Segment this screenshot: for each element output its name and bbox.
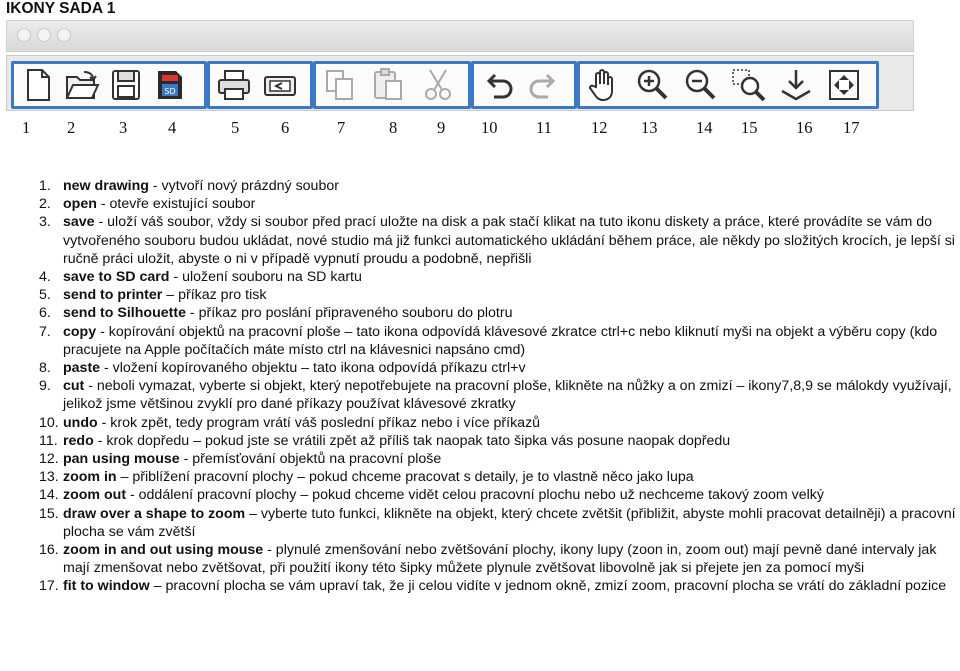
icon-number: 7 xyxy=(337,118,346,137)
page-title: IKONY SADA 1 xyxy=(6,0,116,17)
item-term: fit to window xyxy=(63,578,150,595)
list-item: 8. paste - vložení kopírovaného objektu – tato ikona odpovídá příkazu ctrl+v xyxy=(39,360,526,377)
item-text: - krok zpět, tedy program vrátí váš poslední příkaz nebo i více příkazů xyxy=(97,414,541,431)
window-minimize-dot[interactable] xyxy=(37,28,51,42)
list-item: 16. zoom in and out using mouse - plynulé zmenšování nebo zvětšování plochy, ikony lupy (zoon in, zoom out) mají pevně dané intervaly jak mají zmenšovat nebo zvětšovat, při použití ikony této šipky můžete plynule zvětšovat libovolně jak si přejete jen za pomocí myši xyxy=(39,542,937,577)
icon-number: 16 xyxy=(796,118,813,137)
item-text: - plynulé zmenšování nebo zvětšování plochy, ikony lupy (zoon in, zoom out) mají pevně dané intervaly jak mají zmenšovat nebo zvětšovat, při použití ikony této šipky můžete plynule zvětšovat libovolně jak si přejete jen za pomocí myši xyxy=(63,542,937,577)
zoom-in-out-icon[interactable] xyxy=(778,67,814,103)
copy-icon[interactable] xyxy=(322,67,358,103)
window-close-dot[interactable] xyxy=(17,28,31,42)
item-text: - neboli vymazat, vyberte si objekt, který nepotřebujete na pracovní ploše, klikněte na nůžky a on zmizí – ikony7,8,9 se málokdy využívají, jelikož jsme většinou zvyklí pro dané příkazy používat klávesové zkratky xyxy=(63,378,952,413)
item-text: - příkaz pro poslání připraveného souboru do plotru xyxy=(185,305,513,322)
list-item: 4. save to SD card - uložení souboru na SD kartu xyxy=(39,269,362,286)
list-item: 13. zoom in – přiblížení pracovní plochy – pokud chceme pracovat s detaily, je to vlastně něco jako lupa xyxy=(39,469,694,486)
list-item: 17. fit to window – pracovní plocha se vám upraví tak, že ji celou vidíte v jednom okně, zmizí zoom, pracovní plocha se vrátí do základní pozice xyxy=(39,578,947,595)
send-to-silhouette-icon[interactable] xyxy=(262,67,298,103)
icon-number: 10 xyxy=(481,118,498,137)
item-term: zoom out xyxy=(63,487,127,504)
item-text: – vyberte tuto funkci, klikněte na objekt, který chcete zvětšit (přibližit, abyste mohli pracovat detailněji) a pracovní plocha se vám zvětší xyxy=(63,505,956,540)
item-text: - přemísťování objektů na pracovní ploše xyxy=(179,451,442,468)
icon-number: 8 xyxy=(389,118,398,137)
item-text: - vložení kopírovaného objektu – tato ikona odpovídá příkazu ctrl+v xyxy=(100,360,526,377)
list-item: 6. send to Silhouette - příkaz pro poslání připraveného souboru do plotru xyxy=(39,305,513,322)
cut-icon[interactable] xyxy=(420,67,456,103)
list-item: 1. new drawing - vytvoří nový prázdný soubor xyxy=(39,178,339,194)
icon-number: 3 xyxy=(119,118,128,137)
item-term: zoom in and out using mouse xyxy=(63,542,264,559)
zoom-out-icon[interactable] xyxy=(682,67,718,103)
item-term: cut xyxy=(63,378,85,395)
paste-icon[interactable] xyxy=(370,67,406,103)
icon-number: 9 xyxy=(437,118,446,137)
window-titlebar xyxy=(6,20,914,52)
item-term: undo xyxy=(63,414,98,431)
icon-number: 2 xyxy=(67,118,76,137)
icon-number: 14 xyxy=(696,118,713,137)
icon-number: 13 xyxy=(641,118,658,137)
toolbar-group-history xyxy=(471,61,577,109)
pan-icon[interactable] xyxy=(586,67,622,103)
list-item: 11. redo - krok dopředu – pokud jste se vrátili zpět až příliš tak naopak tato šipka vás posune naopak dopředu xyxy=(39,432,731,449)
toolbar-group-output xyxy=(207,61,313,109)
redo-icon[interactable] xyxy=(526,67,562,103)
item-text: - krok dopředu – pokud jste se vrátili zpět až příliš tak naopak tato šipka vás posune naopak dopředu xyxy=(93,432,731,449)
icon-number: 15 xyxy=(741,118,758,137)
toolbar-group-clipboard xyxy=(313,61,471,109)
item-text: - uloží váš soubor, vždy si soubor před prací uložte na disk a pak stačí klikat na tuto ikonu diskety a práce, které provádíte se vám do vytvořeného souboru budou ukládat, nové studio má již funkci automatického ukládání během práce, ale někdy po složitých krocích, je lepší si ručně práci uložit, abyste o ni v případě vypnutí proudu a podobně, nepřišli xyxy=(63,214,955,267)
icon-number: 1 xyxy=(22,118,31,137)
item-text: - kopírování objektů na pracovní ploše – tato ikona odpovídá klávesové zkratce ctrl+c nebo kliknutí myši na objekt a výběru copy (kdo pracujete na Apple počítačích máte místo ctrl na klávesnici napsáno cmd) xyxy=(63,323,938,358)
list-item: 9. cut - neboli vymazat, vyberte si objekt, který nepotřebujete na pracovní ploše, klikněte na nůžky a on zmizí – ikony7,8,9 se málokdy využívají, jelikož jsme většinou zvyklí pro dané příkazy používat klávesové zkratky xyxy=(39,378,952,413)
icon-number: 6 xyxy=(281,118,290,137)
item-term: send to Silhouette xyxy=(63,305,186,322)
item-term: save to SD card xyxy=(63,269,170,286)
icon-description-list xyxy=(39,177,959,596)
svg-text:SD: SD xyxy=(164,87,176,96)
list-item: 14. zoom out - oddálení pracovní plochy – pokud chceme vidět celou pracovní plochu nebo už nechceme takový zoom velký xyxy=(39,487,824,504)
item-text: - vytvoří nový prázdný soubor xyxy=(148,178,339,194)
zoom-in-icon[interactable] xyxy=(634,67,670,103)
list-item: 15. draw over a shape to zoom – vyberte tuto funkci, klikněte na objekt, který chcete zvětšit (přibližit, abyste mohli pracovat detailněji) a pracovní plocha se vám zvětší xyxy=(39,505,956,540)
icon-number: 17 xyxy=(843,118,860,137)
item-term: save xyxy=(63,214,95,231)
item-text: – příkaz pro tisk xyxy=(162,287,267,304)
item-term: zoom in xyxy=(63,469,117,486)
toolbar xyxy=(6,55,914,111)
toolbar-group-view xyxy=(577,61,879,109)
icon-number: 12 xyxy=(591,118,608,137)
list-item: 2. open - otevře existující soubor xyxy=(39,196,256,213)
undo-icon[interactable] xyxy=(480,67,516,103)
window-zoom-dot[interactable] xyxy=(57,28,71,42)
open-icon[interactable] xyxy=(64,67,100,103)
item-term: open xyxy=(63,196,97,213)
item-text: - otevře existující soubor xyxy=(96,196,256,213)
list-item: 10. undo - krok zpět, tedy program vrátí váš poslední příkaz nebo i více příkazů xyxy=(39,414,541,431)
item-term: draw over a shape to zoom xyxy=(63,505,246,522)
item-text: - uložení souboru na SD kartu xyxy=(169,269,362,286)
save-to-sd-card-icon[interactable] xyxy=(152,67,188,103)
item-term: new drawing xyxy=(63,178,149,194)
fit-to-window-icon[interactable] xyxy=(826,67,862,103)
toolbar-group-file xyxy=(11,61,207,109)
send-to-printer-icon[interactable] xyxy=(216,67,252,103)
item-text: - oddálení pracovní plochy – pokud chceme vidět celou pracovní plochu nebo už nechceme takový zoom velký xyxy=(126,487,824,504)
icon-number: 5 xyxy=(231,118,240,137)
item-text: – přiblížení pracovní plochy – pokud chceme pracovat s detaily, je to vlastně něco jako lupa xyxy=(116,469,694,486)
item-term: copy xyxy=(63,323,97,340)
icon-number: 4 xyxy=(168,118,177,137)
item-term: paste xyxy=(63,360,101,377)
draw-to-zoom-icon[interactable] xyxy=(730,67,766,103)
item-term: send to printer xyxy=(63,287,163,304)
list-item: 5. send to printer – příkaz pro tisk xyxy=(39,287,267,304)
list-item: 12. pan using mouse - přemísťování objektů na pracovní ploše xyxy=(39,451,442,468)
item-term: pan using mouse xyxy=(63,451,180,468)
new-drawing-icon[interactable] xyxy=(20,67,56,103)
icon-number-row xyxy=(0,118,960,138)
list-item: 3. save - uloží váš soubor, vždy si soubor před prací uložte na disk a pak stačí klikat na tuto ikonu diskety a práce, které provádíte se vám do vytvořeného souboru budou ukládat, nové studio má již funkci automatického ukládání během práce, ale někdy po složitých krocích, je lepší si ručně práci uložit, abyste o ni v případě vypnutí proudu a podobně, nepřišli xyxy=(39,214,955,267)
list-item: 7. copy - kopírování objektů na pracovní ploše – tato ikona odpovídá klávesové zkratce ctrl+c nebo kliknutí myši na objekt a výběru copy (kdo pracujete na Apple počítačích máte místo ctrl na klávesnici napsáno cmd) xyxy=(39,323,938,358)
item-term: redo xyxy=(63,432,94,449)
save-icon[interactable] xyxy=(108,67,144,103)
icon-number: 11 xyxy=(536,118,552,137)
item-text: – pracovní plocha se vám upraví tak, že ji celou vidíte v jednom okně, zmizí zoom, pracovní plocha se vrátí do základní pozice xyxy=(149,578,947,595)
